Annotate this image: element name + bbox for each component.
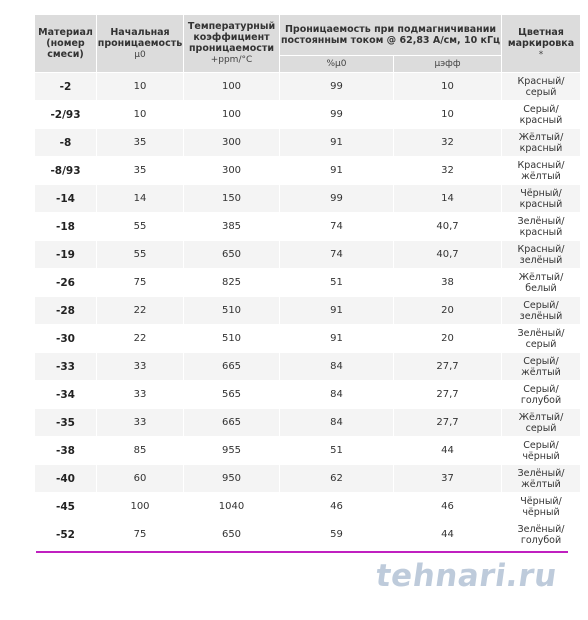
initial-permeability-cell: 10 bbox=[97, 73, 184, 101]
initial-permeability-cell: 35 bbox=[97, 129, 184, 157]
percent-mu0-cell: 51 bbox=[280, 269, 394, 297]
table-body bbox=[35, 73, 581, 549]
table-row bbox=[35, 297, 581, 325]
initial-permeability-cell: 10 bbox=[97, 101, 184, 129]
color-marking-line: серый bbox=[525, 86, 557, 98]
header-mu-effective: μэфф bbox=[394, 56, 502, 73]
temperature-coefficient-cell: 565 bbox=[184, 381, 280, 409]
material-cell: -26 bbox=[35, 269, 97, 297]
percent-mu0-cell: 91 bbox=[280, 325, 394, 353]
color-marking-line: жёлтый bbox=[521, 366, 561, 378]
mu-effective-cell: 38 bbox=[394, 269, 502, 297]
mu-effective-cell: 27,7 bbox=[394, 409, 502, 437]
color-marking-line: Красный/ bbox=[517, 159, 565, 171]
highlight-divider-line bbox=[36, 551, 568, 553]
percent-mu0-cell: 99 bbox=[280, 73, 394, 101]
color-marking-line: голубой bbox=[520, 394, 562, 406]
color-marking-line: Красный/ bbox=[517, 75, 565, 87]
material-cell: -14 bbox=[35, 185, 97, 213]
material-cell: -2/93 bbox=[35, 101, 97, 129]
percent-mu0-cell: 99 bbox=[280, 185, 394, 213]
material-cell: -19 bbox=[35, 241, 97, 269]
color-marking-line: чёрный bbox=[522, 506, 560, 518]
table-row bbox=[35, 325, 581, 353]
color-marking-line: Серый/ bbox=[523, 439, 559, 451]
color-marking-cell bbox=[502, 157, 581, 185]
percent-mu0-cell: 84 bbox=[280, 353, 394, 381]
color-marking-line: Чёрный/ bbox=[520, 187, 562, 199]
mu-effective-cell: 32 bbox=[394, 157, 502, 185]
initial-permeability-cell: 85 bbox=[97, 437, 184, 465]
temperature-coefficient-cell: 1040 bbox=[184, 493, 280, 521]
color-marking-cell bbox=[502, 437, 581, 465]
material-cell: -2 bbox=[35, 73, 97, 101]
percent-mu0-cell: 99 bbox=[280, 101, 394, 129]
header-color-marking bbox=[502, 15, 581, 73]
temperature-coefficient-cell: 300 bbox=[184, 157, 280, 185]
temperature-coefficient-cell: 100 bbox=[184, 73, 280, 101]
temperature-coefficient-cell: 650 bbox=[184, 521, 280, 549]
color-marking-line: красный bbox=[519, 114, 563, 126]
initial-permeability-cell: 55 bbox=[97, 213, 184, 241]
color-marking-line: белый bbox=[525, 282, 557, 294]
header-percent-mu0: %μ0 bbox=[280, 56, 394, 73]
color-marking-line: Зелёный/ bbox=[517, 327, 565, 339]
color-marking-line: Серый/ bbox=[523, 383, 559, 395]
temperature-coefficient-cell: 665 bbox=[184, 353, 280, 381]
mu-effective-cell: 40,7 bbox=[394, 241, 502, 269]
table-row bbox=[35, 493, 581, 521]
percent-mu0-cell: 84 bbox=[280, 409, 394, 437]
color-marking-line: Чёрный/ bbox=[520, 495, 562, 507]
table-row bbox=[35, 73, 581, 101]
percent-mu0-cell: 46 bbox=[280, 493, 394, 521]
material-cell: -52 bbox=[35, 521, 97, 549]
color-marking-line: Зелёный/ bbox=[517, 467, 565, 479]
percent-mu0-cell: 84 bbox=[280, 381, 394, 409]
color-marking-line: красный bbox=[519, 226, 563, 238]
mu-effective-cell: 40,7 bbox=[394, 213, 502, 241]
mu-effective-cell: 32 bbox=[394, 129, 502, 157]
color-marking-line: жёлтый bbox=[521, 170, 561, 182]
color-marking-line: серый bbox=[525, 422, 557, 434]
temperature-coefficient-cell: 665 bbox=[184, 409, 280, 437]
temperature-coefficient-cell: 650 bbox=[184, 241, 280, 269]
mu-effective-cell: 20 bbox=[394, 325, 502, 353]
color-marking-cell bbox=[502, 129, 581, 157]
color-marking-line: Зелёный/ bbox=[517, 523, 565, 535]
color-marking-cell bbox=[502, 465, 581, 493]
table-row bbox=[35, 409, 581, 437]
table-row bbox=[35, 213, 581, 241]
temperature-coefficient-cell: 510 bbox=[184, 325, 280, 353]
initial-permeability-cell: 75 bbox=[97, 269, 184, 297]
material-cell: -45 bbox=[35, 493, 97, 521]
color-marking-line: красный bbox=[519, 198, 563, 210]
color-marking-line: красный bbox=[519, 142, 563, 154]
color-marking-cell bbox=[502, 381, 581, 409]
table-row bbox=[35, 241, 581, 269]
material-cell: -8/93 bbox=[35, 157, 97, 185]
material-cell: -40 bbox=[35, 465, 97, 493]
material-cell: -8 bbox=[35, 129, 97, 157]
table-row bbox=[35, 381, 581, 409]
initial-permeability-cell: 33 bbox=[97, 409, 184, 437]
material-cell: -38 bbox=[35, 437, 97, 465]
mu-effective-cell: 14 bbox=[394, 185, 502, 213]
mu-effective-cell: 44 bbox=[394, 437, 502, 465]
color-marking-line: чёрный bbox=[522, 450, 560, 462]
color-marking-line: Зелёный/ bbox=[517, 215, 565, 227]
percent-mu0-cell: 74 bbox=[280, 241, 394, 269]
percent-mu0-cell: 91 bbox=[280, 129, 394, 157]
table-row bbox=[35, 101, 581, 129]
color-marking-line: Жёлтый/ bbox=[518, 411, 564, 423]
temperature-coefficient-cell: 950 bbox=[184, 465, 280, 493]
mu-effective-cell: 27,7 bbox=[394, 353, 502, 381]
color-marking-cell bbox=[502, 353, 581, 381]
temperature-coefficient-cell: 100 bbox=[184, 101, 280, 129]
mu-effective-cell: 46 bbox=[394, 493, 502, 521]
table-row bbox=[35, 353, 581, 381]
color-marking-line: Серый/ bbox=[523, 103, 559, 115]
color-marking-cell bbox=[502, 73, 581, 101]
material-cell: -28 bbox=[35, 297, 97, 325]
table-row bbox=[35, 521, 581, 549]
color-marking-line: Серый/ bbox=[523, 355, 559, 367]
table-row bbox=[35, 269, 581, 297]
header-temperature-coefficient-label: Температурный коэффициент проницаемости bbox=[187, 21, 276, 54]
color-marking-line: серый bbox=[525, 338, 557, 350]
initial-permeability-cell: 75 bbox=[97, 521, 184, 549]
temperature-coefficient-cell: 300 bbox=[184, 129, 280, 157]
header-initial-permeability-unit: μ0 bbox=[134, 49, 146, 60]
temperature-coefficient-cell: 150 bbox=[184, 185, 280, 213]
color-marking-cell bbox=[502, 241, 581, 269]
mu-effective-cell: 27,7 bbox=[394, 381, 502, 409]
initial-permeability-cell: 60 bbox=[97, 465, 184, 493]
color-marking-line: зелёный bbox=[519, 310, 563, 322]
material-cell: -34 bbox=[35, 381, 97, 409]
percent-mu0-cell: 51 bbox=[280, 437, 394, 465]
initial-permeability-cell: 14 bbox=[97, 185, 184, 213]
table-row bbox=[35, 437, 581, 465]
color-marking-cell bbox=[502, 297, 581, 325]
color-marking-cell bbox=[502, 409, 581, 437]
table-row bbox=[35, 157, 581, 185]
color-marking-line: Жёлтый/ bbox=[518, 271, 564, 283]
watermark: tehnari.ru bbox=[373, 558, 560, 594]
initial-permeability-cell: 22 bbox=[97, 325, 184, 353]
color-marking-line: жёлтый bbox=[521, 478, 561, 490]
table-row bbox=[35, 129, 581, 157]
color-marking-cell bbox=[502, 325, 581, 353]
material-cell: -30 bbox=[35, 325, 97, 353]
initial-permeability-cell: 33 bbox=[97, 381, 184, 409]
initial-permeability-cell: 35 bbox=[97, 157, 184, 185]
mu-effective-cell: 20 bbox=[394, 297, 502, 325]
mu-effective-cell: 10 bbox=[394, 73, 502, 101]
table-row bbox=[35, 185, 581, 213]
material-cell: -18 bbox=[35, 213, 97, 241]
temperature-coefficient-cell: 510 bbox=[184, 297, 280, 325]
percent-mu0-cell: 74 bbox=[280, 213, 394, 241]
initial-permeability-cell: 33 bbox=[97, 353, 184, 381]
color-marking-cell bbox=[502, 213, 581, 241]
temperature-coefficient-cell: 825 bbox=[184, 269, 280, 297]
color-marking-cell bbox=[502, 269, 581, 297]
header-material: Материал (номер смеси) bbox=[35, 15, 97, 73]
header-initial-permeability bbox=[97, 15, 184, 73]
header-temperature-coefficient bbox=[184, 15, 280, 73]
color-marking-line: Серый/ bbox=[523, 299, 559, 311]
initial-permeability-cell: 100 bbox=[97, 493, 184, 521]
material-cell: -33 bbox=[35, 353, 97, 381]
color-marking-cell bbox=[502, 185, 581, 213]
material-cell: -35 bbox=[35, 409, 97, 437]
percent-mu0-cell: 91 bbox=[280, 297, 394, 325]
color-marking-line: Жёлтый/ bbox=[518, 131, 564, 143]
mu-effective-cell: 37 bbox=[394, 465, 502, 493]
initial-permeability-cell: 22 bbox=[97, 297, 184, 325]
percent-mu0-cell: 59 bbox=[280, 521, 394, 549]
header-temperature-coefficient-unit: +ppm/°C bbox=[210, 55, 253, 65]
materials-table bbox=[34, 14, 581, 549]
header-initial-permeability-label: Начальная проницаемость bbox=[97, 26, 183, 49]
header-color-marking-label: Цветная маркировка bbox=[507, 26, 575, 49]
color-marking-cell bbox=[502, 493, 581, 521]
header-permeability-bias: Проницаемость при подмагничивании постоянным током @ 62,83 А/см, 10 кГц bbox=[280, 15, 502, 56]
percent-mu0-cell: 62 bbox=[280, 465, 394, 493]
color-marking-line: Красный/ bbox=[517, 243, 565, 255]
mu-effective-cell: 10 bbox=[394, 101, 502, 129]
color-marking-line: голубой bbox=[520, 534, 562, 546]
temperature-coefficient-cell: 955 bbox=[184, 437, 280, 465]
color-marking-line: зелёный bbox=[519, 254, 563, 266]
initial-permeability-cell: 55 bbox=[97, 241, 184, 269]
percent-mu0-cell: 91 bbox=[280, 157, 394, 185]
temperature-coefficient-cell: 385 bbox=[184, 213, 280, 241]
table-row bbox=[35, 465, 581, 493]
color-marking-cell bbox=[502, 101, 581, 129]
mu-effective-cell: 44 bbox=[394, 521, 502, 549]
color-marking-cell bbox=[502, 521, 581, 549]
header-color-marking-note: * bbox=[538, 49, 544, 60]
